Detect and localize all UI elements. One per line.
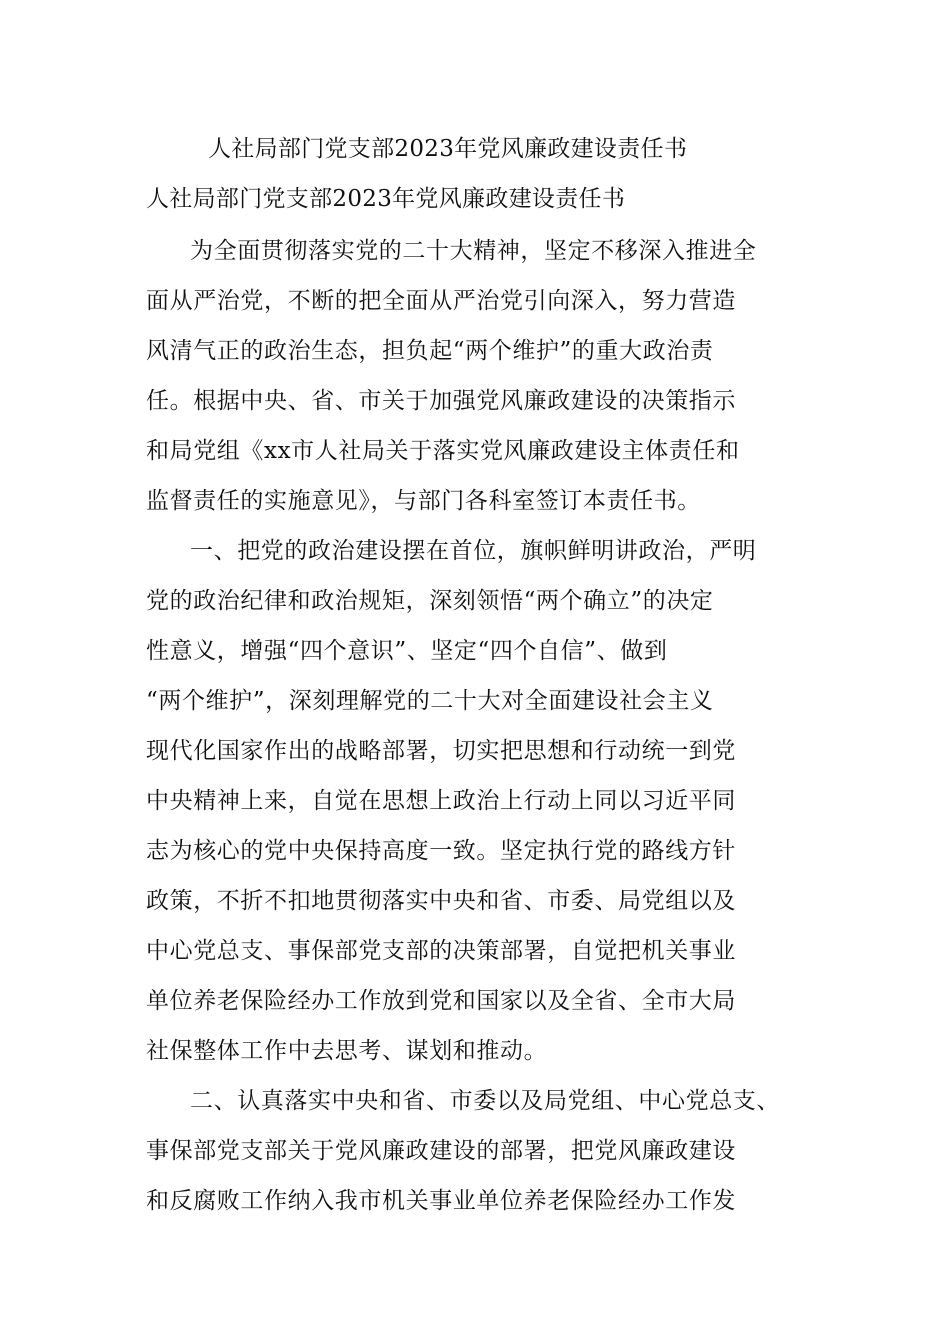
- document-title: 人社局部门党支部2023年党风廉政建设责任书: [208, 136, 688, 162]
- paragraph-line: 面从严治党，不断的把全面从严治党引向深入，努力营造: [146, 288, 736, 314]
- paragraph-line: 中心党总支、事保部党支部的决策部署，自觉把机关事业: [146, 938, 736, 964]
- paragraph-line: 单位养老保险经办工作放到党和国家以及全省、全市大局: [146, 988, 736, 1014]
- paragraph-line: 风清气正的政治生态，担负起“两个维护”的重大政治责: [146, 338, 714, 364]
- paragraph-line: 志为核心的党中央保持高度一致。坚定执行党的路线方针: [146, 838, 736, 864]
- paragraph-line: 事保部党支部关于党风廉政建设的部署，把党风廉政建设: [146, 1138, 736, 1164]
- paragraph-line: 二、认真落实中央和省、市委以及局党组、中心党总支、: [190, 1088, 780, 1114]
- paragraph-line: “两个维护”，深刻理解党的二十大对全面建设社会主义: [146, 688, 714, 714]
- paragraph-line: 和局党组《xx市人社局关于落实党风廉政建设主体责任和: [146, 438, 740, 464]
- paragraph-line: 政策，不折不扣地贯彻落实中央和省、市委、局党组以及: [146, 888, 736, 914]
- paragraph-line: 为全面贯彻落实党的二十大精神，坚定不移深入推进全: [190, 238, 757, 264]
- paragraph-line: 党的政治纪律和政治规矩，深刻领悟“两个确立”的决定: [146, 588, 714, 614]
- paragraph-line: 一、把党的政治建设摆在首位，旗帜鲜明讲政治，严明: [190, 538, 757, 564]
- paragraph-line: 任。根据中央、省、市关于加强党风廉政建设的决策指示: [146, 388, 736, 414]
- paragraph-line: 和反腐败工作纳入我市机关事业单位养老保险经办工作发: [146, 1188, 736, 1214]
- document-subtitle: 人社局部门党支部2023年党风廉政建设责任书: [146, 186, 626, 212]
- paragraph-line: 监督责任的实施意见》，与部门各科室签订本责任书。: [146, 488, 701, 514]
- paragraph-line: 中央精神上来，自觉在思想上政治上行动上同以习近平同: [146, 788, 736, 814]
- paragraph-line: 社保整体工作中去思考、谋划和推动。: [146, 1038, 548, 1064]
- paragraph-line: 性意义，增强“四个意识”、坚定“四个自信”、做到: [146, 638, 668, 664]
- paragraph-line: 现代化国家作出的战略部署，切实把思想和行动统一到党: [146, 738, 736, 764]
